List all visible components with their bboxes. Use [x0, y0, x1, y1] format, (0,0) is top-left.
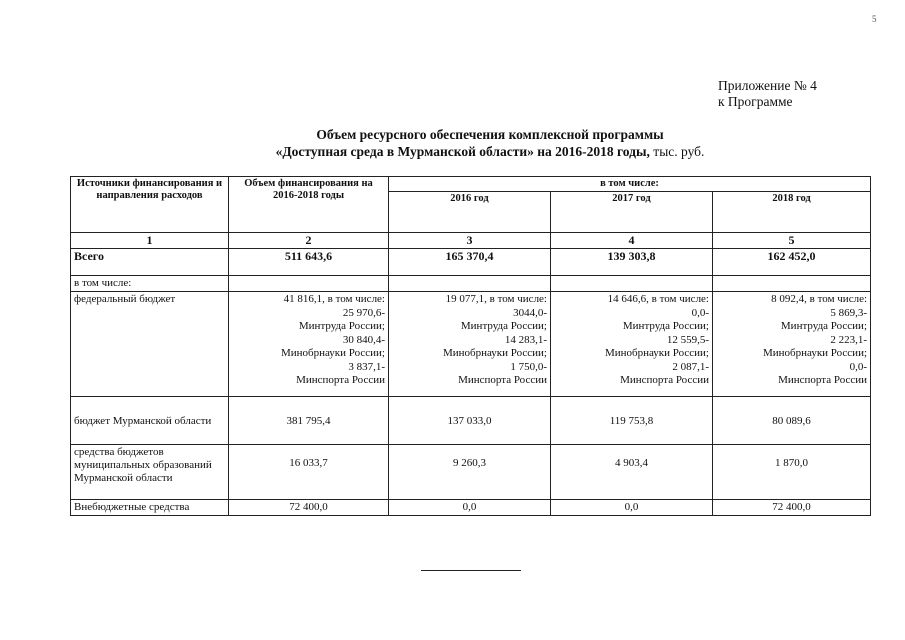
federal-line: 0,0- — [849, 360, 868, 373]
extrabudget-value: 0,0 — [551, 500, 713, 516]
municipal-value: 16 033,7 — [229, 445, 389, 500]
federal-line: 2 223,1- — [830, 333, 868, 346]
extrabudget-label: Внебюджетные средства — [71, 500, 229, 516]
federal-line: Минтруда России; — [622, 320, 709, 332]
federal-line: 30 840,4- — [342, 333, 385, 346]
municipal-budget-row — [71, 445, 871, 500]
regional-budget-row — [71, 397, 871, 445]
federal-line: 41 816,1, в том числе: — [283, 293, 385, 305]
empty-cell — [551, 276, 713, 292]
column-number: 2 — [229, 233, 389, 249]
title-unit: тыс. руб. — [649, 144, 705, 159]
federal-line: Минобрнауки России; — [442, 347, 547, 359]
federal-line: 19 077,1, в том числе: — [445, 293, 547, 305]
header-including: в том числе: — [389, 177, 871, 192]
federal-line: 0,0- — [691, 306, 709, 319]
federal-line: Минспорта России — [296, 374, 385, 386]
federal-line: Минобрнауки России; — [604, 347, 709, 359]
page-number-mark: 5 — [872, 14, 877, 24]
title-line-2: «Доступная среда в Мурманской области» на 2016-2018 годы, — [275, 144, 650, 159]
financing-table — [70, 176, 871, 516]
appendix-number: Приложение № 4 — [718, 78, 817, 93]
column-number: 4 — [551, 233, 713, 249]
federal-line: Минтруда России; — [460, 320, 547, 332]
federal-line: 3 837,1- — [348, 360, 385, 373]
federal-line: 8 092,4, в том числе: — [771, 293, 868, 305]
federal-2016-cell — [389, 292, 551, 397]
regional-value: 119 753,8 — [551, 397, 713, 445]
federal-line: Минспорта России — [620, 374, 709, 386]
extrabudget-value: 72 400,0 — [713, 500, 871, 516]
federal-budget-label: федеральный бюджет — [71, 292, 229, 397]
appendix-program: к Программе — [718, 94, 793, 109]
federal-budget-row — [71, 292, 871, 397]
federal-2017-cell — [551, 292, 713, 397]
extrabudget-value: 0,0 — [389, 500, 551, 516]
regional-value: 80 089,6 — [713, 397, 871, 445]
federal-line: Минтруда России; — [780, 320, 868, 332]
extrabudget-value: 72 400,0 — [229, 500, 389, 516]
federal-line: Минтруда России; — [298, 320, 385, 332]
total-value: 139 303,8 — [551, 249, 713, 276]
header-sources: Источники финансирования и направления расходов — [71, 177, 229, 233]
municipal-value: 1 870,0 — [713, 445, 871, 500]
document-title — [180, 126, 800, 160]
title-line-1: Объем ресурсного обеспечения комплексной программы — [316, 127, 664, 142]
municipal-value: 4 903,4 — [551, 445, 713, 500]
federal-line: 5 869,3- — [830, 306, 868, 319]
federal-line: 25 970,6- — [342, 306, 385, 319]
extrabudget-row — [71, 500, 871, 516]
total-value: 511 643,6 — [229, 249, 389, 276]
empty-cell — [229, 276, 389, 292]
federal-line: Минобрнауки России; — [762, 347, 868, 359]
federal-line: Минспорта России — [778, 374, 868, 386]
regional-value: 381 795,4 — [229, 397, 389, 445]
header-2018: 2018 год — [713, 192, 871, 233]
empty-cell — [389, 276, 551, 292]
federal-line: Минспорта России — [458, 374, 547, 386]
column-number: 3 — [389, 233, 551, 249]
total-value: 165 370,4 — [389, 249, 551, 276]
federal-line: 3044,0- — [513, 306, 547, 319]
federal-2018-cell — [713, 292, 871, 397]
federal-line: 14 283,1- — [504, 333, 547, 346]
header-total: Объем финансирования на 2016-2018 годы — [229, 177, 389, 233]
header-row — [71, 177, 871, 192]
municipal-budget-label: средства бюджетов муниципальных образований Мурманской области — [71, 445, 229, 500]
including-label: в том числе: — [71, 276, 229, 292]
column-number: 5 — [713, 233, 871, 249]
total-row — [71, 249, 871, 276]
total-value: 162 452,0 — [713, 249, 871, 276]
federal-line: 2 087,1- — [672, 360, 709, 373]
column-numbers-row — [71, 233, 871, 249]
federal-line: 1 750,0- — [510, 360, 547, 373]
municipal-value: 9 260,3 — [389, 445, 551, 500]
total-label: Всего — [71, 249, 229, 276]
including-row — [71, 276, 871, 292]
federal-line: Минобрнауки России; — [280, 347, 385, 359]
federal-line: 12 559,5- — [666, 333, 709, 346]
appendix-header — [718, 78, 817, 110]
federal-total-cell — [229, 292, 389, 397]
header-2016: 2016 год — [389, 192, 551, 233]
footer-divider — [421, 570, 521, 571]
regional-budget-label: бюджет Мурманской области — [71, 397, 229, 445]
federal-line: 14 646,6, в том числе: — [607, 293, 709, 305]
header-2017: 2017 год — [551, 192, 713, 233]
regional-value: 137 033,0 — [389, 397, 551, 445]
empty-cell — [713, 276, 871, 292]
column-number: 1 — [71, 233, 229, 249]
